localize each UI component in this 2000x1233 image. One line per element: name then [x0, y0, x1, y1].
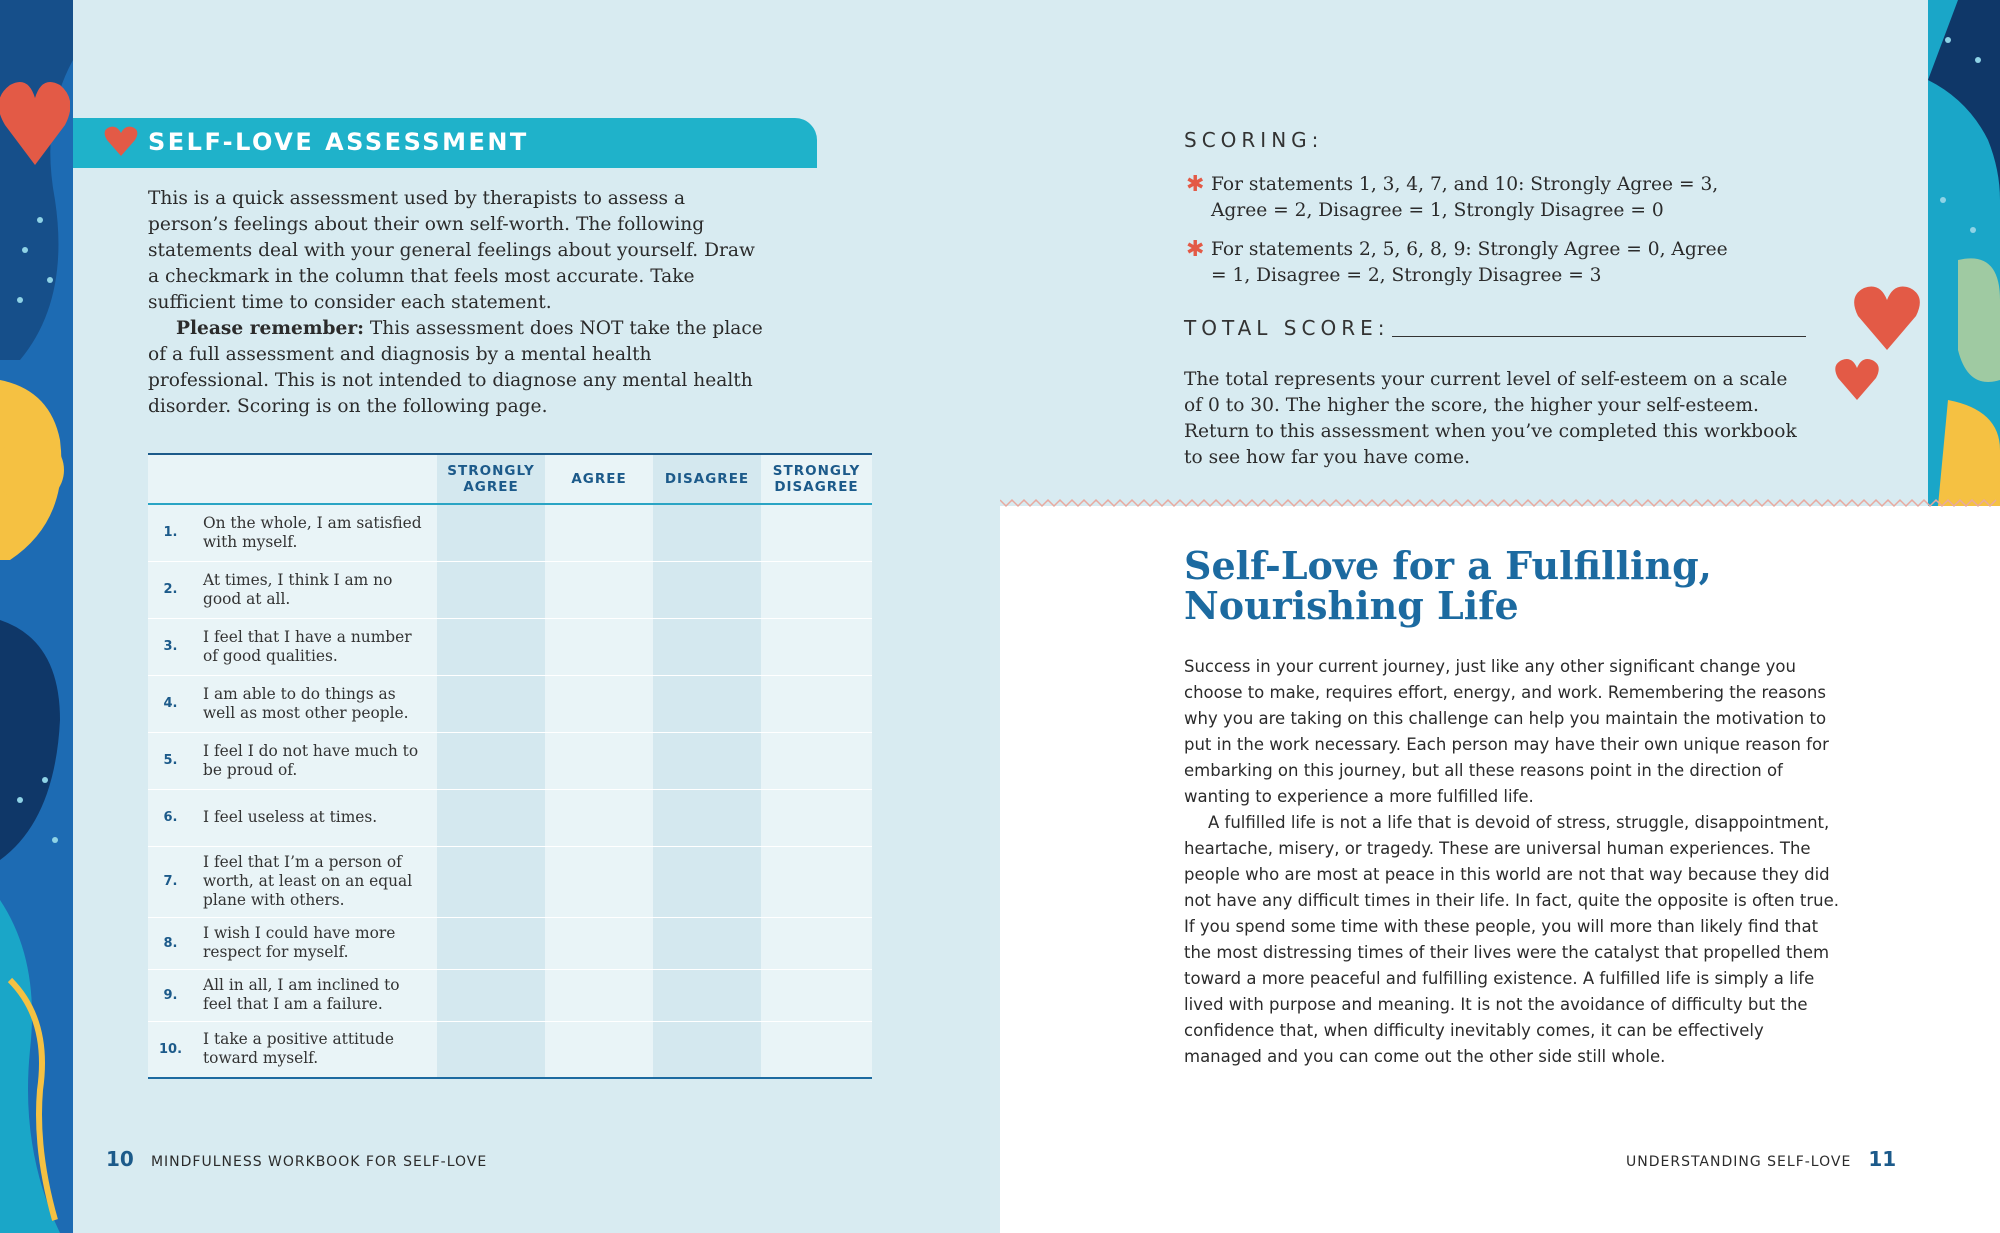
checkbox-cell-strongly-agree[interactable] [437, 561, 545, 618]
table-row [148, 917, 872, 969]
header-strongly-disagree: STRONGLY DISAGREE [761, 454, 872, 504]
left-decorative-border [0, 0, 73, 1233]
zigzag-divider [1000, 498, 2000, 508]
checkbox-cell-strongly-agree[interactable] [437, 732, 545, 789]
checkbox-cell-strongly-disagree[interactable] [761, 561, 872, 618]
total-score-line[interactable] [1392, 336, 1806, 337]
body-paragraph: A fulfilled life is not a life that is devoid of stress, struggle, disappointment, heartache, misery, or tragedy. These are universal human experiences. The people who are most at peace in this world are not that way because they did not have any difficult times in their life. In fact, quite the opposite is often true. If you spend some time with these people, you will more than likely find that the most distressing times of their lives were the catalyst that propelled them toward a more peaceful and fulfilling existence. A fulfilled life is simply a life lived with purpose and meaning. It is not the avoidance of difficulty but the confidence that, when difficulty inevitably comes, it can be effectively managed and you can come out the other side still whole. [1184, 813, 1840, 1066]
row-statement: On the whole, I am satisfied with myself. [193, 504, 437, 561]
checkbox-cell-agree[interactable] [545, 504, 653, 561]
checkbox-cell-disagree[interactable] [653, 789, 761, 846]
checkbox-cell-agree[interactable] [545, 732, 653, 789]
right-footer [1626, 1147, 1896, 1171]
checkbox-cell-disagree[interactable] [653, 969, 761, 1021]
checkbox-cell-strongly-agree[interactable] [437, 675, 545, 732]
checkbox-cell-disagree[interactable] [653, 504, 761, 561]
checkbox-cell-strongly-disagree[interactable] [761, 789, 872, 846]
table-row [148, 789, 872, 846]
row-statement: I take a positive attitude toward myself. [193, 1021, 437, 1078]
header-strongly-agree: STRONGLY AGREE [437, 454, 545, 504]
row-number: 7. [148, 846, 193, 917]
header-agree: AGREE [545, 454, 653, 504]
page-number: 10 [106, 1147, 134, 1171]
row-statement: I feel that I’m a person of worth, at least on an equal plane with others. [193, 846, 437, 917]
table-row [148, 1021, 872, 1078]
row-number: 9. [148, 969, 193, 1021]
running-title: UNDERSTANDING SELF-LOVE [1626, 1154, 1852, 1170]
row-statement: I feel I do not have much to be proud of. [193, 732, 437, 789]
row-number: 5. [148, 732, 193, 789]
table-row [148, 675, 872, 732]
intro-paragraph: This is a quick assessment used by therapists to assess a person’s feelings about their own self-worth. The following statements deal with your general feelings about yourself. Draw a checkmark in the column that feels most accurate. Take sufficient time to consider each statement. [148, 188, 755, 313]
checkbox-cell-agree[interactable] [545, 561, 653, 618]
checkbox-cell-strongly-disagree[interactable] [761, 675, 872, 732]
row-number: 4. [148, 675, 193, 732]
chapter-heading [1184, 543, 1712, 628]
checkbox-cell-agree[interactable] [545, 846, 653, 917]
checkbox-cell-disagree[interactable] [653, 846, 761, 917]
table-row [148, 846, 872, 917]
checkbox-cell-agree[interactable] [545, 969, 653, 1021]
disclaimer-text: This assessment does NOT take the place of a full assessment and diagnosis by a mental health professional. This is not intended to diagnose any mental health disorder. Scoring is on the following page. [148, 318, 763, 417]
checkbox-cell-strongly-agree[interactable] [437, 789, 545, 846]
chapter-heading-line: Self-Love for a Fulfilling, [1184, 543, 1712, 588]
scoring-item [1186, 172, 1746, 224]
row-statement: I am able to do things as well as most other people. [193, 675, 437, 732]
checkbox-cell-disagree[interactable] [653, 1021, 761, 1078]
table-header-row [148, 454, 872, 504]
body-paragraph: Success in your current journey, just like any other significant change you choose to make, requires effort, energy, and work. Remembering the reasons why you are taking on this challenge can help you maintain the motivation to put in the work necessary. Each person may have their own unique reason for embarking on this journey, but all these reasons point in the direction of wanting to experience a more fulfilled life. [1184, 657, 1829, 806]
heart-icon [1852, 282, 1922, 352]
total-score-description: The total represents your current level of self-esteem on a scale of 0 to 30. The higher the score, the higher your self-esteem. Return to this assessment when you’ve completed this workbook to see how far you have come. [1184, 369, 1797, 468]
checkbox-cell-strongly-disagree[interactable] [761, 1021, 872, 1078]
checkbox-cell-disagree[interactable] [653, 561, 761, 618]
running-title: MINDFULNESS WORKBOOK FOR SELF-LOVE [150, 1154, 488, 1170]
page-number: 11 [1868, 1147, 1897, 1171]
checkbox-cell-strongly-disagree[interactable] [761, 917, 872, 969]
table-row [148, 732, 872, 789]
checkbox-cell-agree[interactable] [545, 917, 653, 969]
chapter-heading-line: Nourishing Life [1184, 583, 1519, 628]
row-number: 8. [148, 917, 193, 969]
disclaimer-paragraph [148, 316, 768, 420]
row-statement: All in all, I am inclined to feel that I am a failure. [193, 969, 437, 1021]
header-disagree: DISAGREE [653, 454, 761, 504]
checkbox-cell-disagree[interactable] [653, 675, 761, 732]
checkbox-cell-strongly-agree[interactable] [437, 504, 545, 561]
checkbox-cell-agree[interactable] [545, 675, 653, 732]
scoring-title: SCORING: [1184, 128, 1324, 152]
checkbox-cell-strongly-disagree[interactable] [761, 732, 872, 789]
row-number: 10. [148, 1021, 193, 1078]
asterisk-icon: ✱ [1186, 237, 1205, 262]
checkbox-cell-agree[interactable] [545, 1021, 653, 1078]
scoring-item [1186, 237, 1746, 289]
row-statement: I feel useless at times. [193, 789, 437, 846]
table-row [148, 618, 872, 675]
header-blank-statement [193, 454, 437, 504]
checkbox-cell-strongly-agree[interactable] [437, 969, 545, 1021]
assessment-table [148, 453, 872, 1079]
table-row [148, 561, 872, 618]
checkbox-cell-disagree[interactable] [653, 917, 761, 969]
left-footer [106, 1147, 487, 1171]
checkbox-cell-disagree[interactable] [653, 618, 761, 675]
scoring-item-text: For statements 2, 5, 6, 8, 9: Strongly Agree = 0, Agree = 1, Disagree = 2, Strongly Disagree = 3 [1211, 239, 1728, 286]
checkbox-cell-strongly-disagree[interactable] [761, 504, 872, 561]
checkbox-cell-agree[interactable] [545, 618, 653, 675]
checkbox-cell-strongly-agree[interactable] [437, 917, 545, 969]
asterisk-icon: ✱ [1186, 172, 1205, 197]
table-row [148, 969, 872, 1021]
checkbox-cell-strongly-agree[interactable] [437, 618, 545, 675]
disclaimer-label: Please remember: [176, 318, 364, 339]
checkbox-cell-strongly-agree[interactable] [437, 1021, 545, 1078]
heart-icon [0, 70, 70, 170]
scoring-item-text: For statements 1, 3, 4, 7, and 10: Strongly Agree = 3, Agree = 2, Disagree = 1, Strongly Disagree = 0 [1211, 174, 1719, 221]
header-blank-num [148, 454, 193, 504]
table-row [148, 504, 872, 561]
row-statement: At times, I think I am no good at all. [193, 561, 437, 618]
row-number: 3. [148, 618, 193, 675]
heart-icon [1834, 356, 1880, 402]
checkbox-cell-disagree[interactable] [653, 732, 761, 789]
checkbox-cell-strongly-disagree[interactable] [761, 618, 872, 675]
checkbox-cell-strongly-disagree[interactable] [761, 969, 872, 1021]
row-number: 1. [148, 504, 193, 561]
row-number: 6. [148, 789, 193, 846]
row-statement: I wish I could have more respect for myself. [193, 917, 437, 969]
right-decorative-border [1928, 0, 2000, 506]
total-score-label: TOTAL SCORE: [1184, 316, 1390, 340]
checkbox-cell-agree[interactable] [545, 789, 653, 846]
section-title: SELF-LOVE ASSESSMENT [148, 128, 529, 156]
heart-icon [104, 124, 138, 158]
checkbox-cell-strongly-disagree[interactable] [761, 846, 872, 917]
checkbox-cell-strongly-agree[interactable] [437, 846, 545, 917]
row-number: 2. [148, 561, 193, 618]
row-statement: I feel that I have a number of good qualities. [193, 618, 437, 675]
